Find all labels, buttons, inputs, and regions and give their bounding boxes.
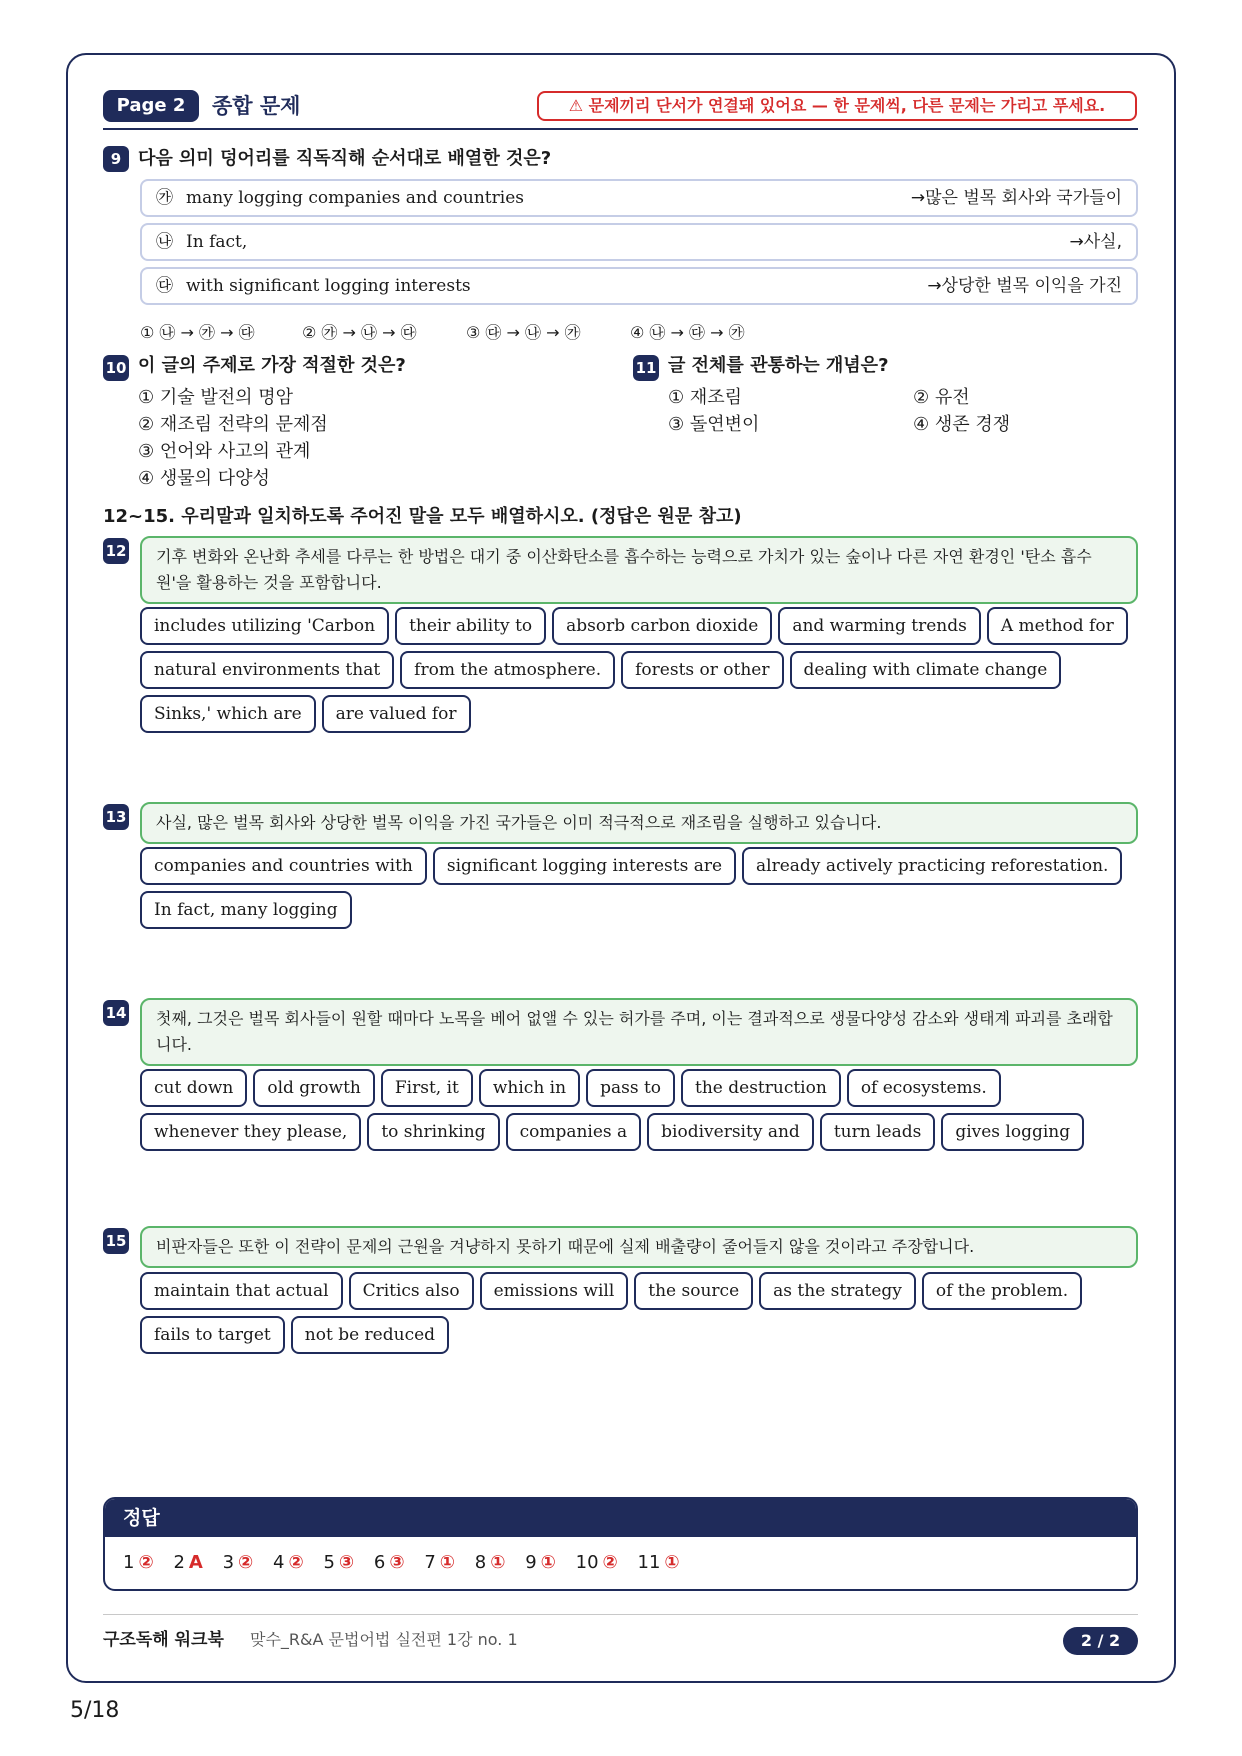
answer-number: 5 — [323, 1552, 335, 1573]
word-tile[interactable]: of the problem. — [922, 1272, 1082, 1310]
answer-value: ③ — [338, 1552, 355, 1573]
chunk-ga — [140, 179, 1138, 217]
answer-number: 9 — [525, 1552, 537, 1573]
q9-option-2[interactable]: ② ㉮ → ㉯ → ㉰ — [302, 323, 417, 342]
q14-korean-sentence: 첫째, 그것은 벌목 회사들이 원할 때마다 노목을 베어 없앨 수 있는 허가를 주며, 이는 결과적으로 생물다양성 감소와 생태계 파괴를 초래합니다. — [140, 998, 1138, 1066]
word-tile[interactable]: companies a — [506, 1113, 642, 1151]
question-number-11: 11 — [633, 355, 659, 381]
answer-item — [223, 1552, 254, 1573]
q10-option-4[interactable]: ④ 생물의 다양성 — [138, 468, 270, 489]
word-tile[interactable]: emissions will — [480, 1272, 629, 1310]
answer-key — [103, 1497, 1138, 1591]
answer-number: 10 — [575, 1552, 599, 1573]
question-number-13: 13 — [103, 804, 129, 830]
word-tile[interactable]: old growth — [253, 1069, 375, 1107]
chunk-english: with significant logging interests — [186, 276, 471, 296]
answer-item — [475, 1552, 506, 1573]
q13-korean-sentence: 사실, 많은 벌목 회사와 상당한 벌목 이익을 가진 국가들은 이미 적극적으로 재조림을 실행하고 있습니다. — [140, 802, 1138, 844]
word-tile[interactable]: already actively practicing reforestation. — [742, 847, 1122, 885]
word-tile[interactable]: their ability to — [395, 607, 546, 645]
footer-divider — [103, 1614, 1138, 1615]
page-badge: Page 2 — [103, 90, 199, 122]
answer-number: 1 — [123, 1552, 135, 1573]
word-tile[interactable]: companies and countries with — [140, 847, 427, 885]
q11-option-4[interactable]: ④ 생존 경쟁 — [913, 414, 1011, 435]
answer-value: A — [188, 1552, 203, 1573]
word-tile[interactable]: First, it — [381, 1069, 473, 1107]
word-tile[interactable]: turn leads — [820, 1113, 936, 1151]
chunk-marker: ㉯ — [156, 232, 173, 252]
chunk-korean: →사실, — [1069, 232, 1122, 252]
word-tile[interactable]: pass to — [586, 1069, 675, 1107]
q9-option-4[interactable]: ④ ㉯ → ㉰ → ㉮ — [630, 323, 745, 342]
question-number-10: 10 — [103, 355, 129, 381]
word-tile[interactable]: natural environments that — [140, 651, 394, 689]
answer-item — [374, 1552, 405, 1573]
answer-number: 2 — [173, 1552, 185, 1573]
word-tile[interactable]: fails to target — [140, 1316, 285, 1354]
warning-banner: ⚠ 문제끼리 단서가 연결돼 있어요 — 한 문제씩, 다른 문제는 가리고 푸세요. — [537, 91, 1137, 121]
answer-value: ① — [439, 1552, 456, 1573]
question-10-prompt: 이 글의 주제로 가장 적절한 것은? — [138, 355, 406, 376]
q12-korean-sentence: 기후 변화와 온난화 추세를 다루는 한 방법은 대기 중 이산화탄소를 흡수하는 능력으로 가치가 있는 숲이나 다른 자연 환경인 '탄소 흡수원'을 활용하는 것을 포함합니다. — [140, 536, 1138, 604]
header-divider — [103, 128, 1138, 130]
q10-option-1[interactable]: ① 기술 발전의 명암 — [138, 387, 294, 408]
chunk-english: many logging companies and countries — [186, 188, 524, 208]
word-tile[interactable]: which in — [479, 1069, 580, 1107]
chunk-marker: ㉰ — [156, 276, 173, 296]
footer-subtitle: 맞수_R&A 문법어법 실전편 1강 no. 1 — [250, 1630, 518, 1649]
question-number-14: 14 — [103, 1000, 129, 1026]
word-tile[interactable]: biodiversity and — [647, 1113, 814, 1151]
question-number-12: 12 — [103, 538, 129, 564]
word-tile[interactable]: dealing with climate change — [790, 651, 1062, 689]
word-tile[interactable]: In fact, many logging — [140, 891, 352, 929]
q11-option-2[interactable]: ② 유전 — [913, 387, 970, 408]
word-tile[interactable]: whenever they please, — [140, 1113, 361, 1151]
q15-word-tiles — [140, 1272, 1140, 1360]
q10-option-2[interactable]: ② 재조림 전략의 문제점 — [138, 414, 328, 435]
answer-item — [123, 1552, 154, 1573]
answer-value: ② — [138, 1552, 154, 1573]
q10-option-3[interactable]: ③ 언어와 사고의 관계 — [138, 441, 311, 462]
q14-word-tiles — [140, 1069, 1140, 1157]
q13-word-tiles — [140, 847, 1140, 935]
word-tile[interactable]: maintain that actual — [140, 1272, 343, 1310]
q11-option-3[interactable]: ③ 돌연변이 — [668, 414, 760, 435]
word-tile[interactable]: to shrinking — [367, 1113, 499, 1151]
q11-option-1[interactable]: ① 재조림 — [668, 387, 743, 408]
section-title: 12~15. 우리말과 일치하도록 주어진 말을 모두 배열하시오. (정답은 원문 참고) — [103, 506, 742, 527]
word-tile[interactable]: the source — [634, 1272, 753, 1310]
answer-item — [424, 1552, 455, 1573]
word-tile[interactable]: absorb carbon dioxide — [552, 607, 772, 645]
chunk-english: In fact, — [186, 232, 248, 252]
footer-title: 구조독해 워크북 — [103, 1630, 224, 1650]
answer-value: ① — [540, 1552, 556, 1573]
q9-option-3[interactable]: ③ ㉰ → ㉯ → ㉮ — [466, 323, 581, 342]
word-tile[interactable]: forests or other — [621, 651, 783, 689]
answer-value: ② — [288, 1552, 304, 1573]
word-tile[interactable]: as the strategy — [759, 1272, 916, 1310]
word-tile[interactable]: from the atmosphere. — [400, 651, 615, 689]
answer-value: ① — [664, 1552, 680, 1573]
chunk-korean: →많은 벌목 회사와 국가들이 — [910, 188, 1122, 208]
word-tile[interactable]: not be reduced — [291, 1316, 449, 1354]
word-tile[interactable]: significant logging interests are — [433, 847, 736, 885]
answer-list — [105, 1537, 1136, 1589]
answer-number: 7 — [424, 1552, 436, 1573]
word-tile[interactable]: A method for — [987, 607, 1128, 645]
answer-item — [576, 1552, 618, 1573]
word-tile[interactable]: cut down — [140, 1069, 247, 1107]
word-tile[interactable]: gives logging — [941, 1113, 1084, 1151]
answer-item — [323, 1552, 354, 1573]
answer-number: 11 — [637, 1552, 661, 1573]
answer-number: 6 — [373, 1552, 386, 1573]
answer-item — [173, 1552, 202, 1573]
answer-item — [273, 1552, 304, 1573]
question-number-15: 15 — [103, 1228, 129, 1254]
q15-korean-sentence: 비판자들은 또한 이 전략이 문제의 근원을 겨냥하지 못하기 때문에 실제 배출량이 줄어들지 않을 것이라고 주장합니다. — [140, 1226, 1138, 1268]
question-number-9: 9 — [103, 146, 129, 172]
q9-option-1[interactable]: ① ㉯ → ㉮ → ㉰ — [140, 323, 255, 342]
word-tile[interactable]: and warming trends — [778, 607, 981, 645]
word-tile[interactable]: includes utilizing 'Carbon — [140, 607, 389, 645]
word-tile[interactable]: of ecosystems. — [847, 1069, 1001, 1107]
answer-key-title: 정답 — [105, 1499, 1136, 1537]
word-tile[interactable]: are valued for — [322, 695, 471, 733]
word-tile[interactable]: Sinks,' which are — [140, 695, 316, 733]
answer-item — [525, 1552, 556, 1573]
answer-value: ① — [490, 1552, 506, 1573]
answer-number: 4 — [273, 1552, 285, 1573]
answer-item — [638, 1552, 680, 1573]
chunk-na — [140, 223, 1138, 261]
page-indicator: 5/18 — [70, 1698, 120, 1723]
chunk-korean: →상당한 벌목 이익을 가진 — [927, 276, 1122, 296]
chunk-da — [140, 267, 1138, 305]
word-tile[interactable]: the destruction — [681, 1069, 841, 1107]
page-title: 종합 문제 — [212, 94, 301, 118]
question-11-prompt: 글 전체를 관통하는 개념은? — [668, 355, 889, 376]
answer-value: ② — [238, 1552, 254, 1573]
q12-word-tiles — [140, 607, 1140, 739]
answer-number: 8 — [474, 1552, 487, 1573]
footer-page-badge: 2 / 2 — [1063, 1627, 1138, 1655]
answer-number: 3 — [222, 1552, 235, 1573]
answer-value: ③ — [389, 1552, 405, 1573]
chunk-marker: ㉮ — [156, 188, 173, 208]
question-9-prompt: 다음 의미 덩어리를 직독직해 순서대로 배열한 것은? — [138, 148, 552, 169]
answer-value: ② — [602, 1552, 618, 1573]
word-tile[interactable]: Critics also — [349, 1272, 474, 1310]
